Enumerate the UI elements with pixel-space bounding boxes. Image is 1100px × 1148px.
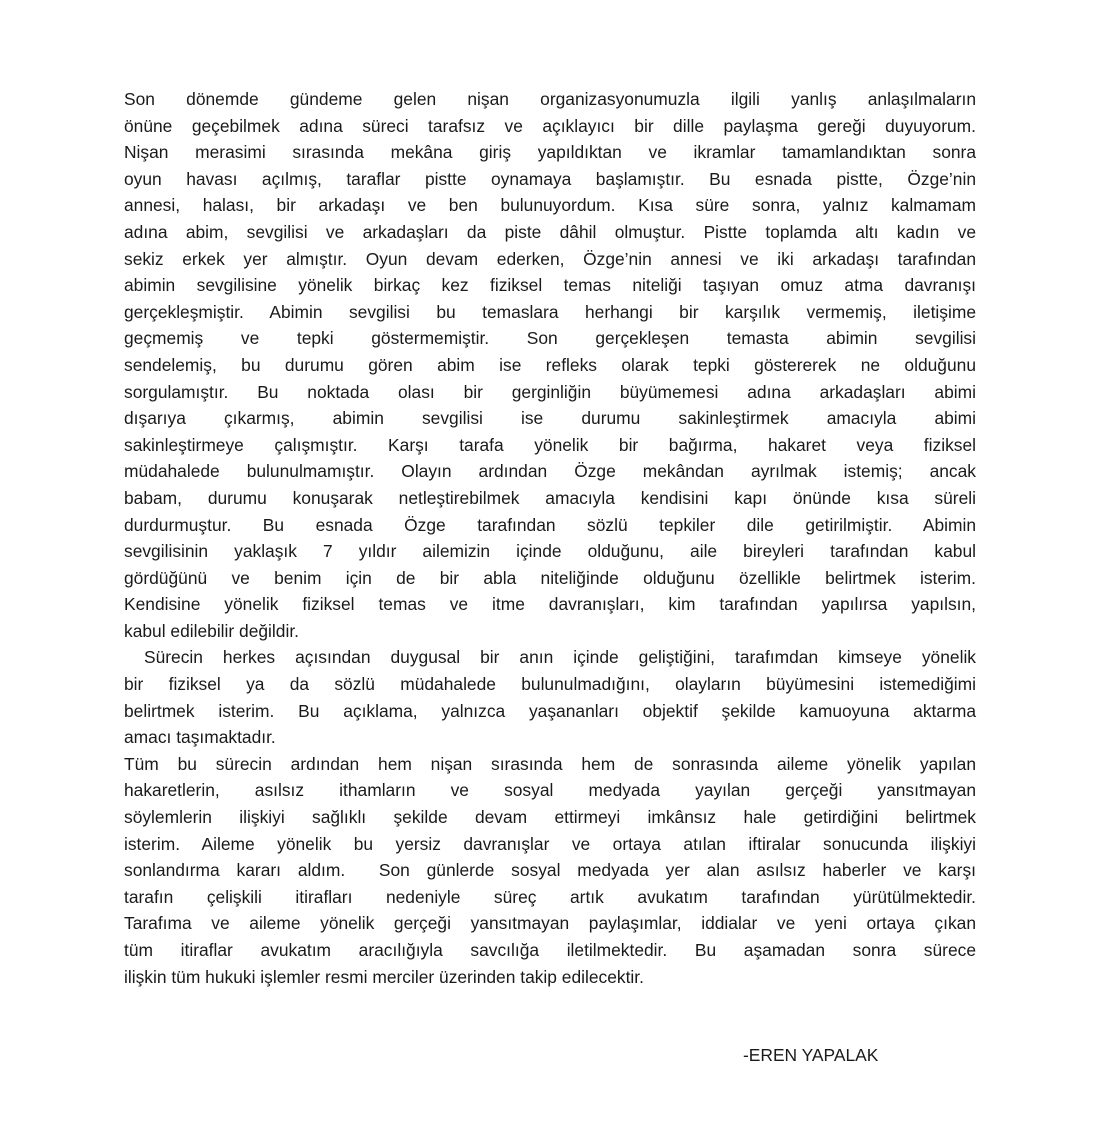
text-line: Son dönemde gündeme gelen nişan organizasyonumuzla ilgili yanlış anlaşılmaların — [124, 89, 976, 109]
text-line: sevgilisinin yaklaşık 7 yıldır ailemizin içinde olduğunu, aile bireyleri tarafından kabul — [124, 541, 976, 562]
text-line: söylemlerin ilişkiyi sağlıklı şekilde devam ettirmeyi imkânsız hale getirdiğini belirtmek — [124, 807, 976, 828]
text-line: sonlandırma kararı aldım. Son günlerde sosyal medyada yer alan asılsız haberler ve karşı — [124, 860, 976, 881]
text-line: gördüğünü ve benim için de bir abla niteliğinde olduğunu özellikle belirtmek isterim. — [124, 567, 976, 588]
text-line: gerçekleşmiştir. Abimin sevgilisi bu temaslara herhangi bir karşılık vermemiş, iletişime — [124, 301, 976, 322]
paragraph-legal-notice — [124, 751, 976, 990]
paragraph-incident-account — [124, 86, 976, 644]
text-line: sorgulamıştır. Bu noktada olası bir gerginliğin büyümemesi adına arkadaşları abimi — [124, 381, 976, 402]
text-line: abimin sevgilisine yönelik birkaç kez fiziksel temas niteliği taşıyan omuz atma davranışı — [124, 275, 976, 296]
text-line: babam, durumu konuşarak netleştirebilmek amacıyla kendisini kapı önünde kısa süreli — [124, 487, 976, 508]
text-line: annesi, halası, bir arkadaşı ve ben bulunuyordum. Kısa süre sonra, yalnız kalmamam — [124, 195, 976, 216]
paragraph-personal-stance — [124, 644, 976, 750]
statement-body — [124, 86, 976, 990]
text-line: Tarafıma ve aileme yönelik gerçeği yansıtmayan paylaşımlar, iddialar ve yeni ortaya çıkan — [124, 913, 976, 934]
text-line: tüm itiraflar avukatım aracılığıyla savcılığa iletilmektedir. Bu aşamadan sonra sürece — [124, 940, 976, 960]
text-line: amacı taşımaktadır. — [124, 727, 276, 748]
text-line: bir fiziksel ya da sözlü müdahalede bulunulmadığını, olayların büyümesini istemediğimi — [124, 674, 976, 695]
text-line: sekiz erkek yer almıştır. Oyun devam ederken, Özge’nin annesi ve iki arkadaşı tarafından — [124, 248, 976, 269]
text-line: durdurmuştur. Bu esnada Özge tarafından sözlü tepkiler dile getirilmiştir. Abimin — [124, 514, 976, 535]
text-line: sendelemiş, bu durumu gören abim ise refleks olarak tepki göstererek ne olduğunu — [124, 354, 976, 375]
text-line: geçmemiş ve tepki göstermemiştir. Son gerçekleşen temasta abimin sevgilisi — [124, 328, 976, 349]
text-line: dışarıya çıkarmış, abimin sevgilisi ise durumu sakinleştirmek amacıyla abimi — [124, 408, 976, 429]
text-line: sakinleştirmeye çalışmıştır. Karşı tarafa yönelik bir bağırma, hakaret veya fiziksel — [124, 434, 976, 455]
text-line: önüne geçebilmek adına süreci tarafsız ve açıklayıcı bir dille paylaşma gereği duyuyorum. — [124, 115, 976, 136]
text-line: oyun havası açılmış, taraflar pistte oynamaya başlamıştır. Bu esnada pistte, Özge’nin — [124, 168, 976, 189]
text-line: Tüm bu sürecin ardından hem nişan sırasında hem de sonrasında aileme yönelik yapılan — [124, 753, 976, 774]
signature: -EREN YAPALAK — [743, 1045, 879, 1065]
text-line: müdahalede bulunulmamıştır. Olayın ardından Özge mekândan ayrılmak istemiş; ancak — [124, 461, 976, 482]
text-line: Nişan merasimi sırasında mekâna giriş yapıldıktan ve ikramlar tamamlandıktan sonra — [124, 142, 976, 163]
text-line: isterim. Aileme yönelik bu yersiz davranışlar ve ortaya atılan iftiralar sonucunda ilişkiyi — [124, 833, 976, 854]
text-line: Sürecin herkes açısından duygusal bir anın içinde geliştiğini, tarafımdan kimseye yönelik — [124, 647, 976, 668]
text-line: Kendisine yönelik fiziksel temas ve itme davranışları, kim tarafından yapılırsa yapılsın, — [124, 594, 976, 615]
text-line: tarafın çelişkili itirafları nedeniyle süreç artık avukatım tarafından yürütülmektedir. — [124, 886, 976, 907]
text-line: belirtmek isterim. Bu açıklama, yalnızca yaşananları objektif şekilde kamuoyuna aktarma — [124, 700, 976, 721]
text-line: kabul edilebilir değildir. — [124, 620, 299, 641]
text-line: ilişkin tüm hukuki işlemler resmi merciler üzerinden takip edilecektir. — [124, 966, 644, 987]
text-line: hakaretlerin, asılsız ithamların ve sosyal medyada yayılan gerçeği yansıtmayan — [124, 780, 976, 801]
text-line: adına abim, sevgilisi ve arkadaşları da piste dâhil olmuştur. Pistte toplamda altı kadın ve — [124, 221, 976, 242]
